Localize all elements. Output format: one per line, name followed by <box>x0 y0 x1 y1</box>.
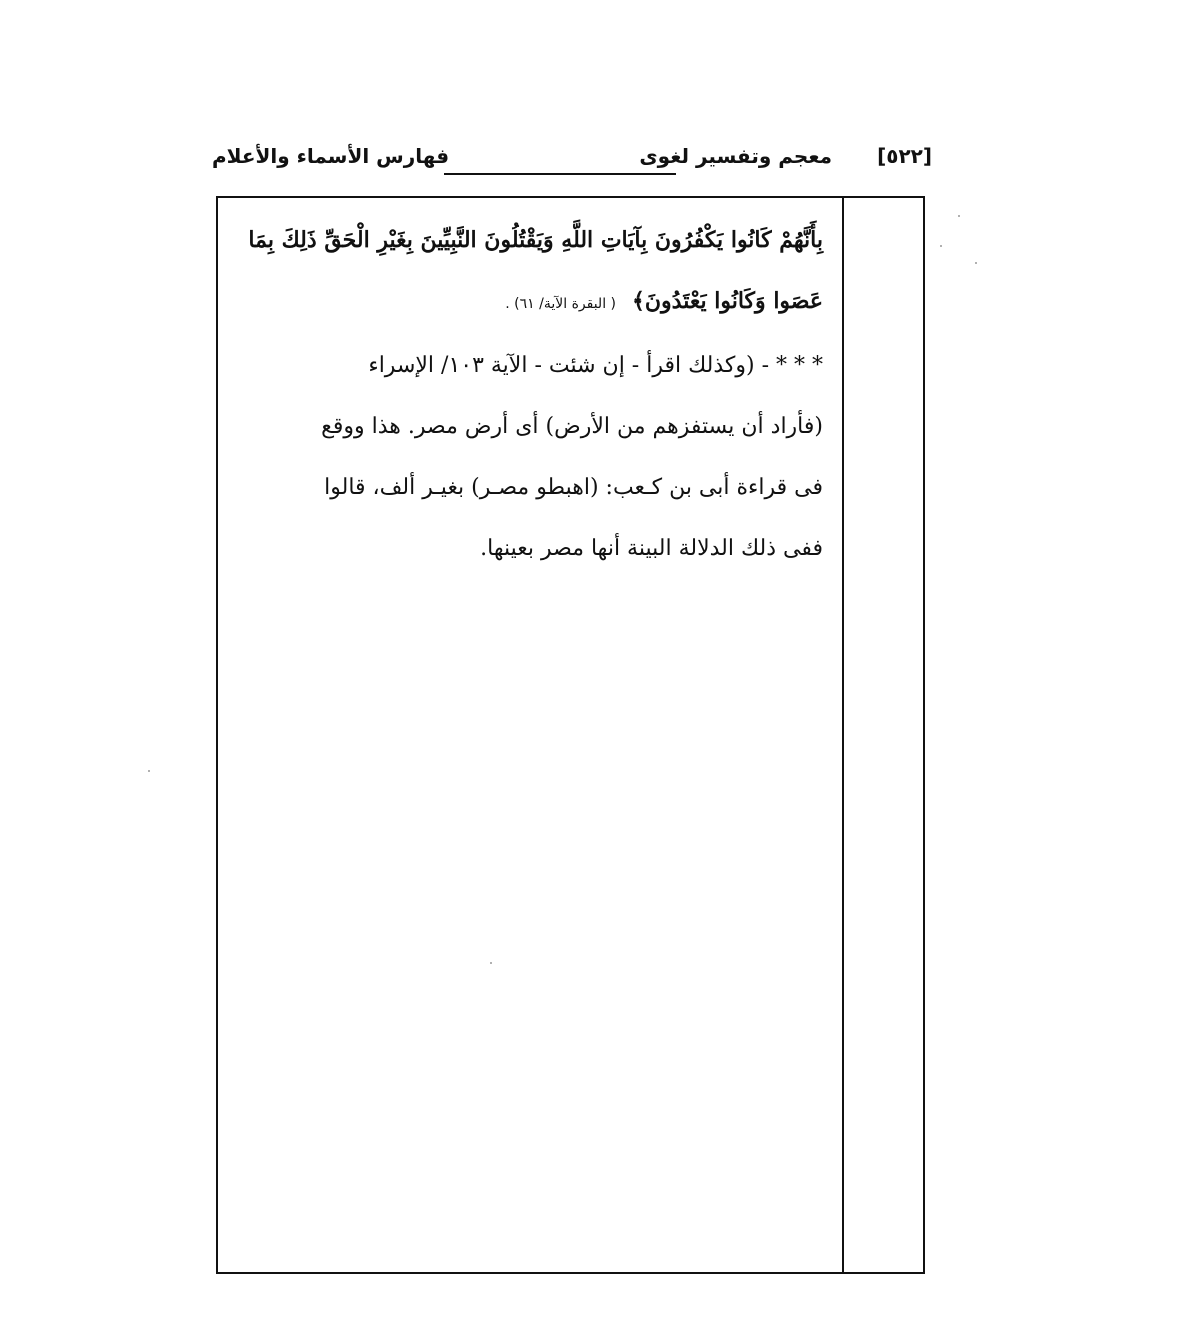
verse-line <box>228 271 823 335</box>
page-header <box>212 140 932 180</box>
paragraph-line: ففى ذلك الدلالة البينة أنها مصر بعينها. <box>480 536 823 561</box>
verse-reference: ( البقرة الآية/ ٦١) . <box>505 296 616 312</box>
section-title: فهارس الأسماء والأعلام <box>212 144 450 168</box>
scan-speck <box>940 245 942 247</box>
verse-text-1: بِأَنَّهُمْ كَانُوا يَكْفُرُونَ بِآيَاتِ اللَّهِ وَيَقْتُلُونَ النَّبِيِّينَ بِغَيْرِ الْحَقِّ ذَلِكَ بِمَا <box>248 227 823 253</box>
verse-text-2: عَصَوا وَكَانُوا يَعْتَدُونَ﴾ <box>632 288 823 314</box>
book-title: معجم وتفسير لغوى <box>639 144 832 168</box>
paragraph-line: * * * - (وكذلك اقرأ - إن شئت - الآية ١٠٣/ الإسراء <box>368 353 823 378</box>
scan-speck <box>975 262 977 264</box>
paragraph-line: (فأراد أن يستفزهم من الأرض) أى أرض مصر. هذا ووقع <box>321 414 823 439</box>
header-rule <box>444 173 676 175</box>
page-frame <box>216 196 925 1274</box>
scan-speck <box>958 215 960 217</box>
scan-speck <box>490 962 492 964</box>
margin-column-divider <box>842 198 844 1272</box>
page-body <box>228 210 823 579</box>
scan-speck <box>148 770 150 772</box>
verse-line <box>228 210 823 271</box>
paragraph-line: فى قراءة أبى بن كـعب: (اهبطو مصـر) بغيـر ألف، قالوا <box>324 475 823 500</box>
page-number: [٥٢٢] <box>877 144 932 168</box>
